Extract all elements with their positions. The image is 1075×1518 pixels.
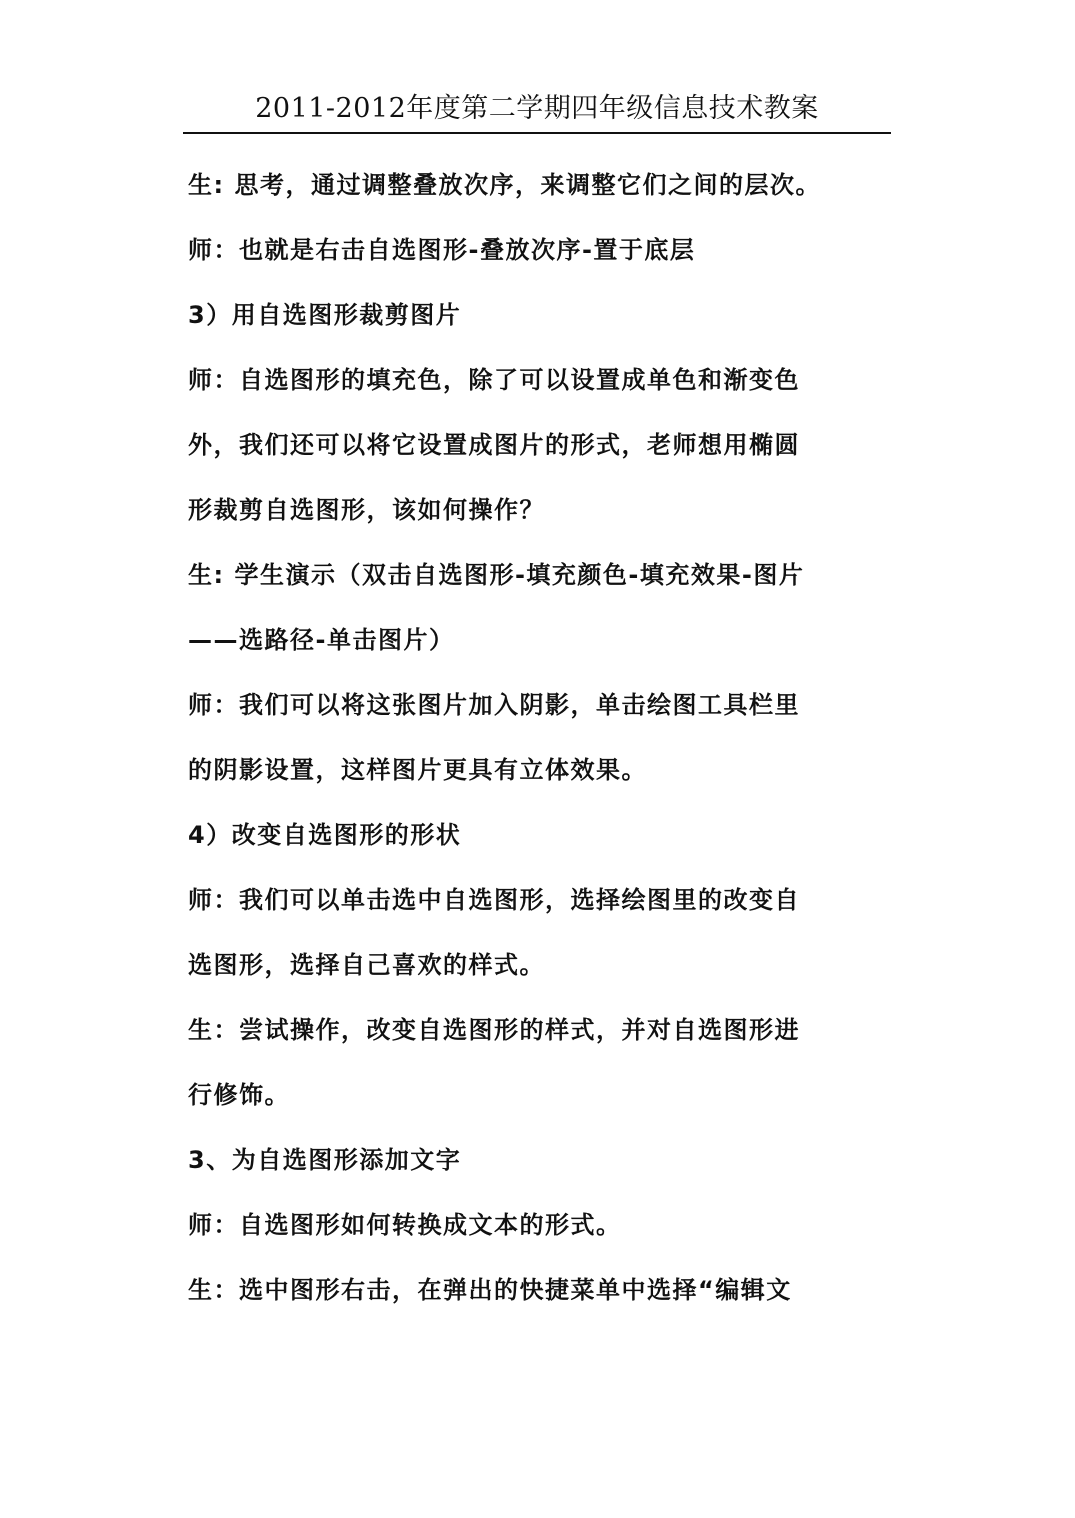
text-line: 行修饰。 (188, 1081, 290, 1109)
text-line: 形裁剪自选图形，该如何操作？ (188, 496, 545, 524)
text-line: 师：我们可以将这张图片加入阴影，单击绘图工具栏里 (188, 691, 800, 719)
text-line: 生: 思考，通过调整叠放次序，来调整它们之间的层次。 (188, 171, 821, 199)
text-line: 4）改变自选图形的形状 (188, 821, 462, 849)
text-line: 师：自选图形的填充色，除了可以设置成单色和渐变色 (188, 366, 800, 394)
text-line: 生：选中图形右击，在弹出的快捷菜单中选择“编辑文 (188, 1276, 792, 1304)
text-line: 选图形，选择自己喜欢的样式。 (188, 951, 545, 979)
text-line: ——选路径-单击图片） (188, 626, 455, 654)
text-line: 3、为自选图形添加文字 (188, 1146, 462, 1174)
text-line: 3）用自选图形裁剪图片 (188, 301, 462, 329)
text-line: 的阴影设置，这样图片更具有立体效果。 (188, 756, 647, 784)
page-header (183, 86, 891, 136)
text-line: 师：也就是右击自选图形-叠放次序-置于底层 (188, 236, 696, 264)
text-line: 外，我们还可以将它设置成图片的形式，老师想用椭圆 (188, 431, 800, 459)
text-line: 生: 学生演示（双击自选图形-填充颜色-填充效果-图片 (188, 561, 805, 589)
header-title: 2011-2012年度第二学期四年级信息技术教案 (255, 93, 819, 124)
text-line: 师：我们可以单击选中自选图形，选择绘图里的改变自 (188, 886, 800, 914)
text-line: 师：自选图形如何转换成文本的形式。 (188, 1211, 622, 1239)
body-text (188, 160, 893, 1330)
text-line: 生：尝试操作，改变自选图形的样式，并对自选图形进 (188, 1016, 800, 1044)
header-rule (183, 132, 891, 134)
